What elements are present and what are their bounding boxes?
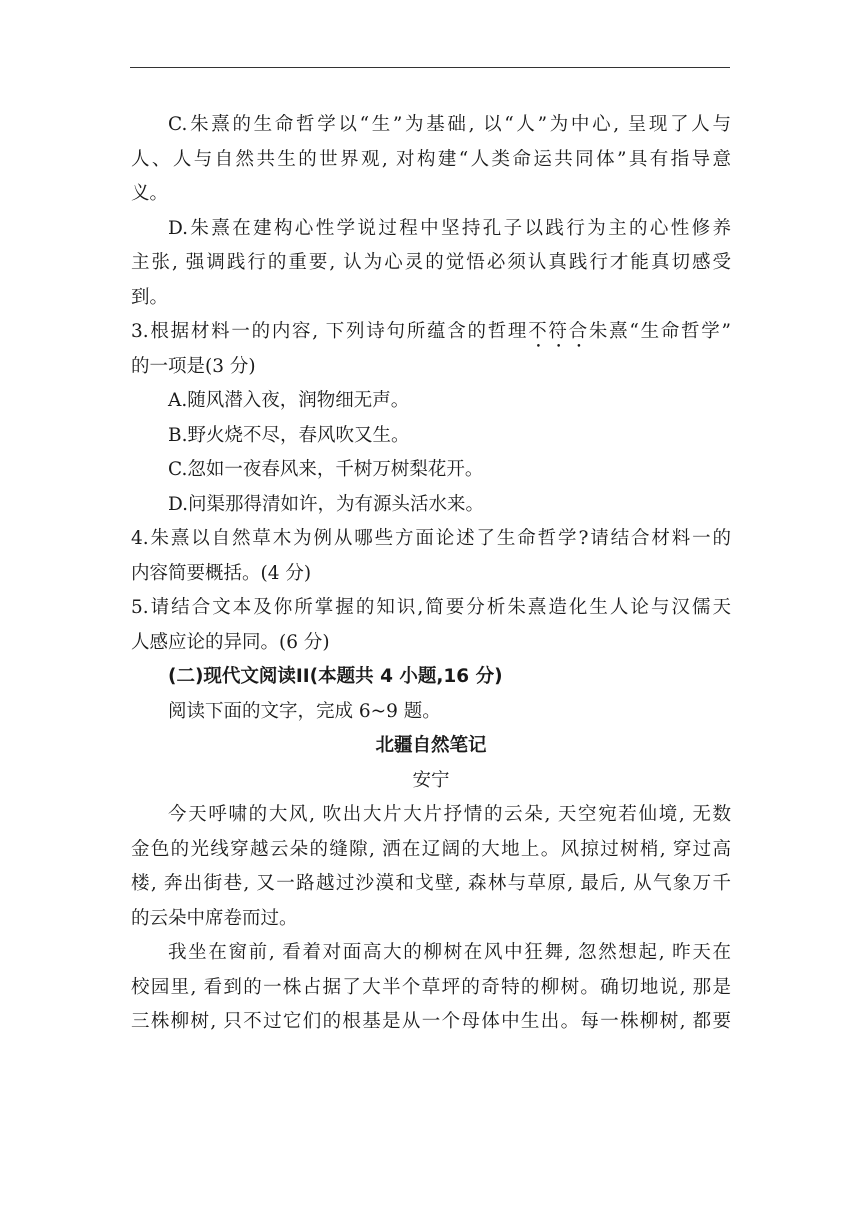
section-instruction: 阅读下面的文字，完成 6~9 题。 [168, 700, 441, 722]
article-paragraph-1-line-3: 楼, 奔出街巷, 又一路越过沙漠和戈壁, 森林与草原, 最后, 从气象万千 [131, 873, 731, 894]
option-c-line-3: 义。 [131, 183, 169, 204]
article-paragraph-2-line-3: 三株柳树, 只不过它们的根基是从一个母体中生出。每一株柳树, 都要 [131, 1011, 731, 1032]
question-3-line-1 [131, 315, 731, 350]
option-d-line-2: 主张, 强调践行的重要, 认为心灵的觉悟必须认真践行才能真切感受 [131, 252, 731, 273]
question-3-option-c: C.忽如一夜春风来，千树万树梨花开。 [168, 459, 484, 480]
question-3-option-a: A.随风潜入夜，润物细无声。 [168, 390, 410, 411]
option-d-line-3: 到。 [131, 286, 169, 308]
question-3-option-b: B.野火烧不尽，春风吹又生。 [168, 424, 410, 446]
question-3-emphasis: 不符合 [528, 321, 589, 342]
article-paragraph-1-line-1: 今天呼啸的大风, 吹出大片大片抒情的云朵, 天空宛若仙境, 无数 [168, 804, 731, 825]
question-5-line-1: 5.请结合文本及你所掌握的知识,简要分析朱熹造化生人论与汉儒天 [131, 597, 731, 618]
article-author: 安宁 [412, 769, 450, 791]
question-4-line-2: 内容简要概括。(4 分) [131, 562, 312, 584]
article-title: 北疆自然笔记 [375, 735, 487, 756]
article-paragraph-2-line-1: 我坐在窗前, 看着对面高大的柳树在风中狂舞, 忽然想起, 昨天在 [168, 942, 731, 963]
option-c-line-2: 人、人与自然共生的世界观, 对构建“人类命运共同体”具有指导意 [131, 148, 731, 170]
article-paragraph-1-line-4: 的云朵中席卷而过。 [131, 907, 298, 929]
header-rule [130, 67, 730, 68]
article-paragraph-1-line-2: 金色的光线穿越云朵的缝隙, 洒在辽阔的大地上。风掠过树梢, 穿过高 [131, 838, 731, 860]
option-d-line-1: D.朱熹在建构心性学说过程中坚持孔子以践行为主的心性修养 [168, 217, 731, 239]
option-c-line-1: C.朱熹的生命哲学以“生”为基础, 以“人”为中心, 呈现了人与 [168, 114, 731, 135]
section-heading: (二)现代文阅读II(本题共 4 小题,16 分) [168, 666, 503, 687]
document-page [131, 108, 731, 1040]
article-paragraph-2-line-2: 校园里, 看到的一株占据了大半个草坪的奇特的柳树。确切地说, 那是 [131, 976, 731, 998]
question-3-text-post: 朱熹“生命哲学” [588, 321, 731, 342]
question-3-text-pre: 3.根据材料一的内容, 下列诗句所蕴含的哲理 [131, 321, 529, 342]
question-5-line-2: 人感应论的异同。(6 分) [131, 631, 330, 653]
question-3-option-d: D.问渠那得清如许，为有源头活水来。 [168, 493, 485, 515]
question-4-line-1: 4.朱熹以自然草木为例从哪些方面论述了生命哲学?请结合材料一的 [131, 528, 731, 549]
question-3-line-2: 的一项是(3 分) [131, 355, 256, 377]
